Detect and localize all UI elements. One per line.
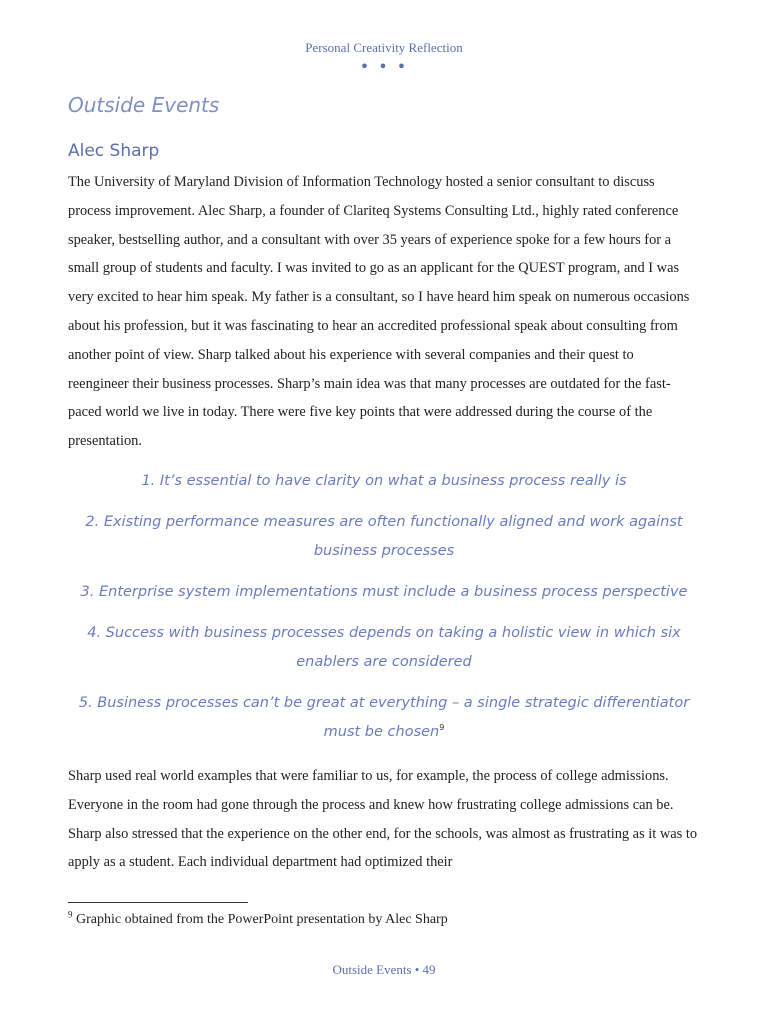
footnote-divider: [68, 902, 248, 903]
key-point-5: [78, 689, 690, 747]
key-point-1: [78, 467, 690, 496]
header-ornament-dots: • • •: [359, 57, 409, 76]
key-point-text: 2. Existing performance measures are often functionally aligned and work against business processes: [85, 514, 683, 559]
key-point-text: 5. Business processes can’t be great at everything – a single strategic differentiator must be chosen: [78, 695, 690, 740]
running-footer: Outside Events • 49: [332, 962, 436, 977]
running-header: Personal Creativity Reflection: [305, 40, 463, 55]
key-point-text: 3. Enterprise system implementations must include a business process perspective: [80, 584, 688, 600]
footnote-marker: 9: [68, 909, 73, 920]
key-point-2: [78, 508, 690, 566]
footnote: [68, 909, 708, 928]
body-paragraph-2: Sharp used real world examples that were familiar to us, for example, the process of college admissions. Everyone in the room had gone through the process and knew how frustrating college admissions can be. Sharp also stressed that the experience on the other end, for the schools, was almost as frustrating as it was to apply as a student. Each individual department had optimized their: [68, 768, 698, 871]
footnote-text: Graphic obtained from the PowerPoint presentation by Alec Sharp: [72, 912, 448, 927]
key-points-list: [78, 467, 690, 759]
key-point-4: [78, 619, 690, 677]
key-point-text: 1. It’s essential to have clarity on what a business process really is: [141, 473, 627, 489]
body-paragraph-1: The University of Maryland Division of Information Technology hosted a senior consultant to discuss process improvement. Alec Sharp, a founder of Clariteq Systems Consulting Ltd., highly rated conference speaker, bestselling author, and a consultant with over 35 years of experience spoke for a few hours for a small group of students and faculty. I was invited to go as an applicant for the QUEST program, and I was very excited to hear him speak. My father is a consultant, so I have heard him speak on numerous occasions about his profession, but it was fascinating to hear an accredited professional speak about consulting from another point of view. Sharp talked about his experience with several companies and their quest to reengineer their business processes. Sharp’s main idea was that many processes are outdated for the fast-paced world we live in today. There were five key points that were addressed during the course of the presentation.: [68, 174, 690, 450]
subsection-title: Alec Sharp: [68, 141, 160, 161]
footnote-reference[interactable]: 9: [439, 723, 445, 733]
key-point-text: 4. Success with business processes depends on taking a holistic view in which six enablers are considered: [87, 625, 681, 670]
section-title: Outside Events: [68, 93, 220, 117]
key-point-3: [78, 578, 690, 607]
